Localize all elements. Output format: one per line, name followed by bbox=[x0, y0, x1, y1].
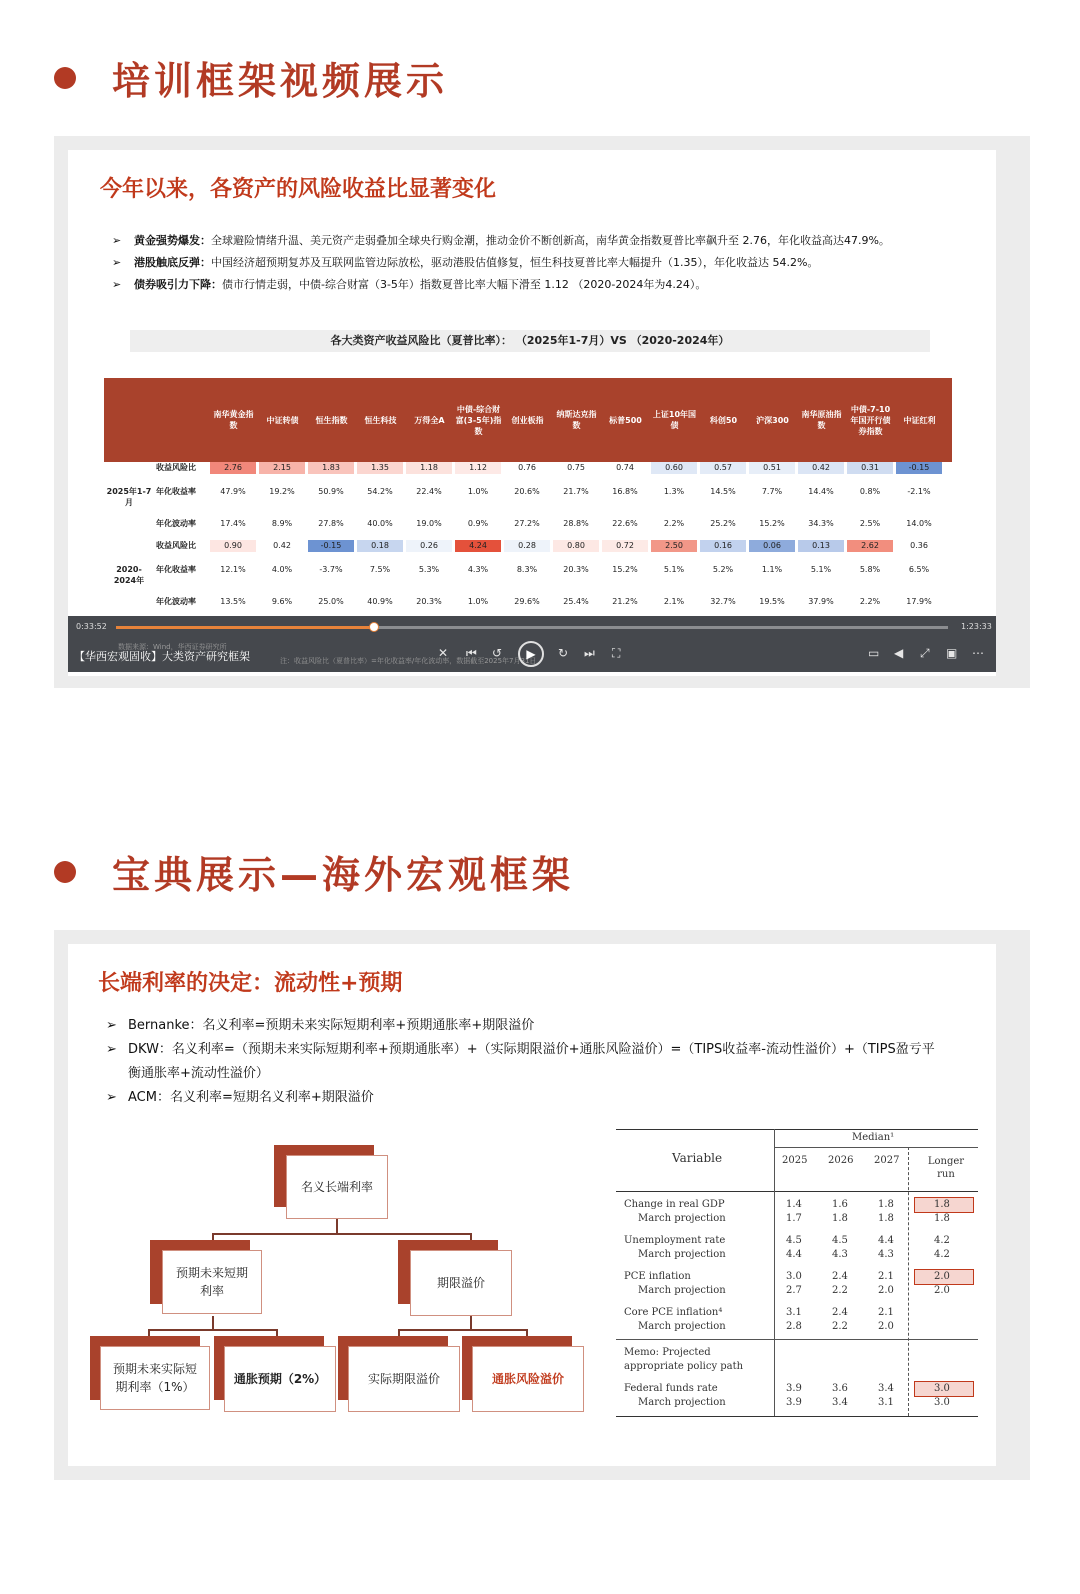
node-term-premium: 期限溢价 bbox=[410, 1250, 512, 1316]
table-cell: 0.51 bbox=[749, 462, 795, 474]
fomc-value: 4.2 bbox=[934, 1235, 950, 1246]
bullet-list bbox=[112, 230, 890, 296]
column-header: 纳斯达克指数 bbox=[556, 410, 597, 430]
table-cell: 0.18 bbox=[357, 540, 403, 552]
table-cell: 0.13 bbox=[798, 540, 844, 552]
column-header: 中证转债 bbox=[266, 415, 299, 425]
fomc-value: 4.2 bbox=[934, 1249, 950, 1260]
row-label: 年化收益率 bbox=[156, 487, 196, 496]
fomc-value: 3.0 bbox=[934, 1397, 950, 1408]
row-label: 收益风险比 bbox=[156, 541, 196, 550]
table-cell: 9.6% bbox=[271, 597, 293, 606]
table-cell: 47.9% bbox=[220, 487, 246, 496]
video-title: 【华西宏观固收】大类资产研究框架 bbox=[74, 650, 250, 663]
table-cell: 19.0% bbox=[416, 519, 442, 528]
table-cell: 8.3% bbox=[516, 565, 538, 574]
row-label: 收益风险比 bbox=[156, 463, 196, 472]
close-icon[interactable]: ✕ bbox=[438, 646, 449, 660]
table-cell: 27.2% bbox=[514, 519, 540, 528]
fomc-value: 3.9 bbox=[786, 1397, 802, 1408]
table-cell: 25.0% bbox=[318, 597, 344, 606]
fomc-value: 2.0 bbox=[934, 1285, 950, 1296]
fomc-value: 2.2 bbox=[832, 1285, 848, 1296]
table-cell: 14.0% bbox=[906, 519, 932, 528]
fomc-row-label: March projection bbox=[638, 1321, 726, 1332]
table-cell: 1.1% bbox=[761, 565, 783, 574]
table-cell: -0.15 bbox=[896, 462, 942, 474]
table-cell: 17.9% bbox=[906, 597, 932, 606]
year-header: 2027 bbox=[874, 1155, 900, 1166]
pip-icon[interactable]: ▣ bbox=[946, 646, 958, 660]
table-cell: 21.7% bbox=[563, 487, 589, 496]
next-icon[interactable]: ⏭ bbox=[584, 646, 595, 660]
section-title: 培训框架视频展示 bbox=[112, 59, 449, 103]
fomc-value: 3.0 bbox=[934, 1383, 950, 1394]
fomc-value: 3.9 bbox=[786, 1383, 802, 1394]
table-cell: 15.2% bbox=[612, 565, 638, 574]
table-cell: 0.75 bbox=[553, 462, 599, 474]
table-cell: 2.76 bbox=[210, 462, 256, 474]
fomc-value: 2.0 bbox=[878, 1285, 894, 1296]
volume-icon[interactable]: ◀ bbox=[894, 646, 904, 660]
table-cell: -0.15 bbox=[308, 540, 354, 552]
fomc-value: 2.1 bbox=[878, 1307, 894, 1318]
table-cell: 20.3% bbox=[563, 565, 589, 574]
table-cell: 0.26 bbox=[406, 540, 452, 552]
table-cell: 0.60 bbox=[651, 462, 697, 474]
table-cell: 7.5% bbox=[369, 565, 391, 574]
fomc-value: 4.3 bbox=[832, 1249, 848, 1260]
fomc-value: 2.8 bbox=[786, 1321, 802, 1332]
node-nominal-long-rate: 名义长端利率 bbox=[286, 1155, 388, 1219]
table-cell: 21.2% bbox=[612, 597, 638, 606]
fomc-value: 1.6 bbox=[832, 1199, 848, 1210]
table-cell: 28.8% bbox=[563, 519, 589, 528]
fomc-value: 1.4 bbox=[786, 1199, 802, 1210]
table-cell: 22.4% bbox=[416, 487, 442, 496]
table-cell: 5.1% bbox=[663, 565, 685, 574]
play-button[interactable]: ▶ bbox=[518, 641, 544, 667]
fomc-value: 1.8 bbox=[832, 1213, 848, 1224]
table-cell: 0.16 bbox=[700, 540, 746, 552]
fomc-row-label: March projection bbox=[638, 1397, 726, 1408]
table-cell: 0.28 bbox=[504, 540, 550, 552]
fomc-value: 1.8 bbox=[878, 1199, 894, 1210]
column-header: 南华原油指数 bbox=[801, 410, 842, 430]
bullet-item: 衡通胀率+流动性溢价） bbox=[128, 1066, 269, 1081]
rewind-icon[interactable]: ↺ bbox=[492, 646, 503, 660]
table-cell: 0.90 bbox=[210, 540, 256, 552]
column-header: 上证10年国债 bbox=[652, 410, 697, 430]
table-cell: 2.2% bbox=[859, 597, 881, 606]
table-cell: 0.36 bbox=[896, 540, 942, 552]
fomc-value: 2.4 bbox=[832, 1271, 848, 1282]
column-header: 标普500 bbox=[609, 415, 642, 425]
column-header: 南华黄金指数 bbox=[213, 410, 254, 430]
fomc-row-label: PCE inflation bbox=[624, 1271, 691, 1282]
table-cell: 6.5% bbox=[908, 565, 930, 574]
previous-icon[interactable]: ⏮ bbox=[466, 646, 477, 660]
table-cell: 0.42 bbox=[798, 462, 844, 474]
group-label: 2020-2024年 bbox=[113, 565, 145, 585]
table-cell: 50.9% bbox=[318, 487, 344, 496]
progress-handle[interactable] bbox=[369, 622, 379, 632]
node-real-term-premium: 实际期限溢价 bbox=[348, 1346, 460, 1412]
fomc-value: 2.0 bbox=[878, 1321, 894, 1332]
column-header: 恒生科技 bbox=[364, 415, 397, 425]
fomc-value: 1.8 bbox=[934, 1199, 950, 1210]
fomc-value: 3.4 bbox=[878, 1383, 894, 1394]
table-cell: 22.6% bbox=[612, 519, 638, 528]
fomc-value: 4.3 bbox=[878, 1249, 894, 1260]
table-cell: 2.50 bbox=[651, 540, 697, 552]
table-cell: -2.1% bbox=[907, 487, 931, 496]
subtitle-icon[interactable]: ▭ bbox=[868, 646, 880, 660]
table-cell: 1.35 bbox=[357, 462, 403, 474]
fomc-value: 2.4 bbox=[832, 1307, 848, 1318]
group-label: 2025年1-7月 bbox=[106, 487, 152, 507]
source-note: 数据来源：Wind，华西证券研究所 bbox=[118, 643, 227, 651]
table-cell: 25.2% bbox=[710, 519, 736, 528]
column-header: 创业板指 bbox=[511, 415, 544, 425]
table-cell: 2.62 bbox=[847, 540, 893, 552]
table-cell: 29.6% bbox=[514, 597, 540, 606]
footnote: 注：收益风险比（夏普比率）=年化收益率/年化波动率，数据截至2025年7月31日 bbox=[280, 657, 537, 665]
row-label: 年化波动率 bbox=[156, 597, 196, 606]
table-cell: 4.0% bbox=[271, 565, 293, 574]
more-icon[interactable]: ⋯ bbox=[972, 646, 984, 660]
table-cell: 25.4% bbox=[563, 597, 589, 606]
fomc-row-label: March projection bbox=[638, 1249, 726, 1260]
table-cell: 5.3% bbox=[418, 565, 440, 574]
fomc-value: 1.8 bbox=[878, 1213, 894, 1224]
table-cell: 17.4% bbox=[220, 519, 246, 528]
table-cell: 0.57 bbox=[700, 462, 746, 474]
fomc-row-label: Change in real GDP bbox=[624, 1199, 725, 1210]
fomc-value: 3.4 bbox=[832, 1397, 848, 1408]
table-cell: 1.0% bbox=[467, 597, 489, 606]
total-time: 1:23:33 bbox=[961, 622, 992, 631]
table-cell: 5.8% bbox=[859, 565, 881, 574]
expand-icon[interactable]: ⤢ bbox=[920, 646, 930, 660]
fomc-row-label: Memo: Projected bbox=[624, 1347, 711, 1358]
slide-title: 今年以来，各资产的风险收益比显著变化 bbox=[100, 177, 497, 202]
column-header: 恒生指数 bbox=[315, 415, 348, 425]
year-header: 2025 bbox=[782, 1155, 808, 1166]
fomc-value: 4.5 bbox=[832, 1235, 848, 1246]
fomc-value: 1.8 bbox=[934, 1213, 950, 1224]
column-header: 中债-综合财富(3-5年)指数 bbox=[455, 404, 502, 436]
node-inflation-expectation: 通胀预期（2%） bbox=[224, 1346, 336, 1412]
fomc-row-label: Core PCE inflation⁴ bbox=[624, 1307, 723, 1318]
section-heading-macro bbox=[54, 844, 574, 899]
table-cell: 2.1% bbox=[663, 597, 685, 606]
table-cell: 37.9% bbox=[808, 597, 834, 606]
table-cell: 19.2% bbox=[269, 487, 295, 496]
node-real-short-rate: 预期未来实际短期利率（1%） bbox=[100, 1346, 210, 1410]
table-cell: 5.1% bbox=[810, 565, 832, 574]
table-cell: 0.9% bbox=[467, 519, 489, 528]
year-header: Longer run bbox=[927, 1156, 965, 1180]
fomc-value: 2.7 bbox=[786, 1285, 802, 1296]
table-cell: 2.5% bbox=[859, 519, 881, 528]
variable-header: Variable bbox=[672, 1151, 723, 1165]
fomc-value: 3.1 bbox=[878, 1397, 894, 1408]
table-cell: 32.7% bbox=[710, 597, 736, 606]
fomc-value: 2.1 bbox=[878, 1271, 894, 1282]
video-controls bbox=[68, 616, 996, 672]
fomc-value: 3.6 bbox=[832, 1383, 848, 1394]
fomc-value: 2.2 bbox=[832, 1321, 848, 1332]
bullet-dot-icon bbox=[54, 67, 76, 89]
fomc-row-label: Unemployment rate bbox=[624, 1235, 726, 1246]
fomc-projection-table bbox=[616, 1129, 978, 1419]
table-cell: 13.5% bbox=[220, 597, 246, 606]
table-cell: 8.9% bbox=[271, 519, 293, 528]
row-label: 年化波动率 bbox=[156, 519, 196, 528]
table-cell: 0.06 bbox=[749, 540, 795, 552]
bullet-dot-icon bbox=[54, 861, 76, 883]
table-cell: 1.12 bbox=[455, 462, 501, 474]
table-cell: 40.0% bbox=[367, 519, 393, 528]
table-cell: 0.76 bbox=[504, 462, 550, 474]
video-card bbox=[54, 136, 1030, 688]
table-cell: 14.5% bbox=[710, 487, 736, 496]
fomc-row-label: Federal funds rate bbox=[624, 1383, 718, 1394]
table-cell: 20.3% bbox=[416, 597, 442, 606]
table-cell: 0.80 bbox=[553, 540, 599, 552]
progress-fill bbox=[116, 626, 374, 629]
table-cell: 27.8% bbox=[318, 519, 344, 528]
section-title: 宝典展示—海外宏观框架 bbox=[112, 853, 575, 897]
column-header: 中债-7-10年国开行债券指数 bbox=[850, 404, 891, 436]
fomc-value: 1.7 bbox=[786, 1213, 802, 1224]
table-cell: 7.7% bbox=[761, 487, 783, 496]
table-cell: 0.42 bbox=[259, 540, 305, 552]
node-inflation-risk-premium: 通胀风险溢价 bbox=[472, 1346, 584, 1412]
table-cell: 19.5% bbox=[759, 597, 785, 606]
column-header: 万得全A bbox=[414, 415, 445, 425]
bullet-item: ➢ 港股触底反弹：中国经济超预期复苏及互联网监管边际放松，驱动港股估值修复，恒生科技夏普比率大幅提升（1.35），年化收益达 54.2%。 bbox=[112, 256, 819, 269]
table-cell: 20.6% bbox=[514, 487, 540, 496]
forward-icon[interactable]: ↻ bbox=[558, 646, 569, 660]
section-heading-video bbox=[54, 50, 448, 105]
fullscreen-icon[interactable]: ⛶ bbox=[612, 646, 621, 660]
table-header-band bbox=[104, 378, 952, 462]
slide bbox=[68, 944, 996, 1466]
table-cell: -3.7% bbox=[319, 565, 343, 574]
table-cell: 1.0% bbox=[467, 487, 489, 496]
table-cell: 1.83 bbox=[308, 462, 354, 474]
bullet-item: ➢ ACM：名义利率=短期名义利率+期限溢价 bbox=[106, 1090, 374, 1105]
column-header: 中证红利 bbox=[903, 415, 936, 425]
table-cell: 0.74 bbox=[602, 462, 648, 474]
table-cell: 2.15 bbox=[259, 462, 305, 474]
year-header: 2026 bbox=[828, 1155, 854, 1166]
median-header: Median¹ bbox=[852, 1132, 895, 1143]
table-cell: 0.31 bbox=[847, 462, 893, 474]
fomc-row-label: appropriate policy path bbox=[624, 1361, 744, 1372]
bullet-item: ➢ 债券吸引力下降：债市行情走弱，中债-综合财富（3-5年）指数夏普比率大幅下滑至 1.12 （2020-2024年为4.24）。 bbox=[112, 278, 707, 291]
slide-card bbox=[54, 930, 1030, 1480]
fomc-row-label: March projection bbox=[638, 1213, 726, 1224]
fomc-value: 3.0 bbox=[786, 1271, 802, 1282]
node-expected-short-rate: 预期未来短期利率 bbox=[162, 1250, 262, 1314]
table-cell: 5.2% bbox=[712, 565, 734, 574]
row-label: 年化收益率 bbox=[156, 565, 196, 574]
bullet-list bbox=[106, 1014, 935, 1110]
fomc-value: 2.0 bbox=[934, 1271, 950, 1282]
bullet-item: ➢ 黄金强势爆发：全球避险情绪升温、美元资产走弱叠加全球央行购金潮，推动金价不断创新高，南华黄金指数夏普比率飙升至 2.76，年化收益高达47.9%。 bbox=[112, 234, 890, 247]
table-cell: 1.3% bbox=[663, 487, 685, 496]
table-cell: 16.8% bbox=[612, 487, 638, 496]
table-cell: 40.9% bbox=[367, 597, 393, 606]
table-cell: 4.3% bbox=[467, 565, 489, 574]
table-cell: 1.18 bbox=[406, 462, 452, 474]
table-cell: 54.2% bbox=[367, 487, 393, 496]
table-cell: 12.1% bbox=[220, 565, 246, 574]
elapsed-time: 0:33:52 bbox=[76, 622, 107, 631]
video-frame[interactable] bbox=[68, 150, 996, 676]
bullet-item: ➢ Bernanke：名义利率=预期未来实际短期利率+预期通胀率+期限溢价 bbox=[106, 1018, 535, 1033]
table-cell: 2.2% bbox=[663, 519, 685, 528]
fomc-row-label: March projection bbox=[638, 1285, 726, 1296]
table-cell: 15.2% bbox=[759, 519, 785, 528]
table-cell: 14.4% bbox=[808, 487, 834, 496]
table-cell: 4.24 bbox=[455, 540, 501, 552]
column-header: 科创50 bbox=[709, 415, 738, 425]
bullet-item: ➢ DKW：名义利率=（预期未来实际短期利率+预期通胀率）+（实际期限溢价+通胀风险溢价）=（TIPS收益率-流动性溢价）+（TIPS盈亏平 bbox=[106, 1042, 935, 1057]
table-cell: 0.72 bbox=[602, 540, 648, 552]
fomc-value: 4.4 bbox=[786, 1249, 802, 1260]
table-cell: 34.3% bbox=[808, 519, 834, 528]
fomc-value: 4.5 bbox=[786, 1235, 802, 1246]
table-cell: 0.8% bbox=[859, 487, 881, 496]
table-caption: 各大类资产收益风险比（夏普比率）： （2025年1-7月）VS （2020-2024年） bbox=[130, 330, 930, 352]
fomc-value: 3.1 bbox=[786, 1307, 802, 1318]
column-header: 沪深300 bbox=[756, 415, 789, 425]
slide-title: 长端利率的决定：流动性+预期 bbox=[98, 971, 403, 996]
fomc-value: 4.4 bbox=[878, 1235, 894, 1246]
